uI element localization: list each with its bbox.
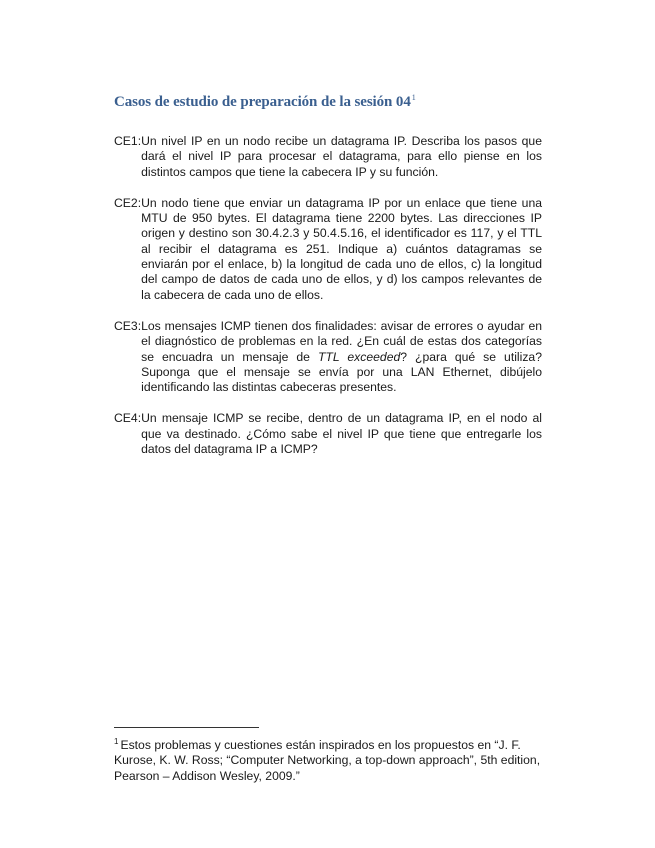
question-text: Un mensaje ICMP se recibe, dentro de un datagrama IP, en el nodo al que va destinado. ¿Cómo sabe el nivel IP que tiene que entregarle los datos del datagrama IP a ICMP? [141, 411, 542, 457]
question-text-after: ? ¿para qué se utiliza? Suponga que el mensaje se envía por una LAN Ethernet, dibújelo identificando las distintas cabeceras presentes. [141, 349, 542, 395]
question-label: CE1: [114, 134, 142, 148]
question-label: CE3: [114, 318, 142, 333]
question-ce3 [114, 319, 542, 395]
page-title [114, 93, 544, 111]
question-text: Un nodo tiene que enviar un datagrama IP por un enlace que tiene una MTU de 950 bytes. El datagrama tiene 2200 bytes. Las direcciones IP origen y destino son 30.4.2.3 y 50.4.5.16, el identificador es 117, y el TTL al recibir el datagrama es 251. Indique a) cuántos datagramas se enviarán por el enlace, b) la longitud de cada uno de ellos, c) la longitud del campo de datos de cada uno de ellos, y d) los campos relevantes de la cabecera de cada uno de ellos. [141, 195, 542, 302]
question-text-before: Los mensajes ICMP tienen dos finalidades: avisar de errores o ayudar en el diagnóstico de problemas en la red. ¿En cuál de estas dos categorías se encuadra un mensaje de [141, 318, 542, 364]
question-label: CE2: [114, 195, 142, 210]
question-ce1 [114, 134, 542, 180]
footnote-text: Estos problemas y cuestiones están inspirados en los propuestos en “J. F. Kurose, K. W. Ross; “Computer Networking, a top-down approach”, 5th edition, Pearson – Addison Wesley, 2009.” [114, 738, 541, 783]
footnote [114, 734, 544, 784]
footnote-marker: 1 [114, 737, 119, 746]
page-title-text: Casos de estudio de preparación de la sesión 04 [114, 94, 411, 110]
footnote-divider [114, 727, 259, 728]
question-text [141, 319, 542, 395]
questions-list [114, 134, 542, 473]
question-ce2 [114, 196, 542, 303]
question-label: CE4: [114, 411, 142, 426]
question-text-italic: TTL exceeded [317, 349, 401, 364]
title-footnote-ref: 1 [411, 93, 416, 102]
question-ce4 [114, 411, 542, 457]
question-text: Un nivel IP en un nodo recibe un datagrama IP. Describa los pasos que dará el nivel IP para procesar el datagrama, para ello piense en los distintos campos que tiene la cabecera IP y su función. [141, 134, 542, 179]
